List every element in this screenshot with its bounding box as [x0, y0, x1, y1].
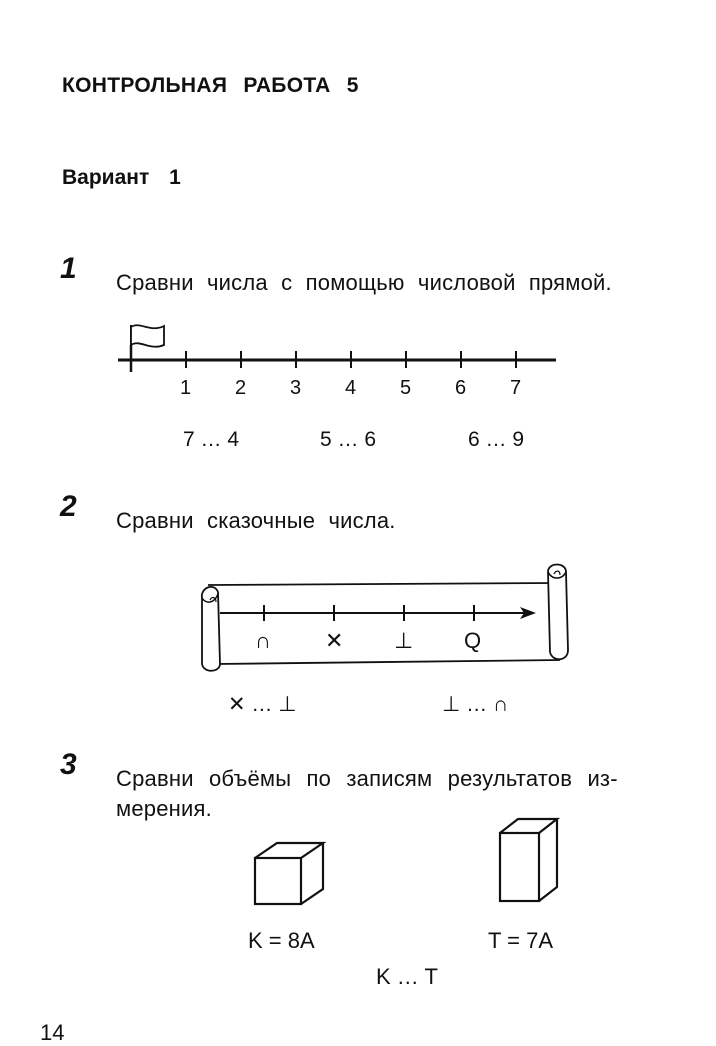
task-2-number: 2 — [60, 490, 77, 523]
task-2-text: Сравни сказочные числа. — [116, 508, 396, 533]
number-line-label: 2 — [235, 377, 247, 399]
task-1-comparison-c: 6 … 9 — [468, 428, 525, 451]
symbol-q: Q — [464, 628, 482, 653]
page-number: 14 — [40, 1020, 65, 1045]
task-1-number: 1 — [60, 252, 77, 285]
symbol-up-tack: ⊥ — [394, 628, 414, 653]
task-3-number: 3 — [60, 748, 77, 781]
task-2-comparison-a: ✕ … ⊥ — [228, 693, 297, 716]
measure-right: T = 7A — [488, 928, 554, 953]
variant-heading: Вариант 1 — [62, 166, 181, 189]
cube-illustration — [255, 843, 323, 904]
task-3-text-line-1: Сравни объёмы по записям результатов из- — [116, 766, 618, 791]
tall-box-illustration — [500, 819, 557, 901]
number-line-label: 5 — [400, 377, 412, 399]
number-line-label: 1 — [180, 377, 192, 399]
number-line-label: 7 — [510, 377, 522, 399]
symbol-arch: ∩ — [255, 628, 271, 653]
task-3-text-line-2: мерения. — [116, 796, 212, 821]
number-line-label: 3 — [290, 377, 302, 399]
task-1-comparison-b: 5 … 6 — [320, 428, 377, 451]
number-line-label: 4 — [345, 377, 357, 399]
task-3-comparison: K … T — [376, 964, 438, 989]
measure-left: K = 8A — [248, 928, 315, 953]
task-1-comparison-a: 7 … 4 — [183, 428, 240, 451]
number-line-label: 6 — [455, 377, 467, 399]
task-2-comparison-b: ⊥ … ∩ — [442, 693, 509, 716]
page-title: КОНТРОЛЬНАЯ РАБОТА 5 — [62, 74, 359, 97]
symbol-cross: ✕ — [325, 628, 344, 653]
task-1-text: Сравни числа с помощью числовой прямой. — [116, 270, 612, 295]
